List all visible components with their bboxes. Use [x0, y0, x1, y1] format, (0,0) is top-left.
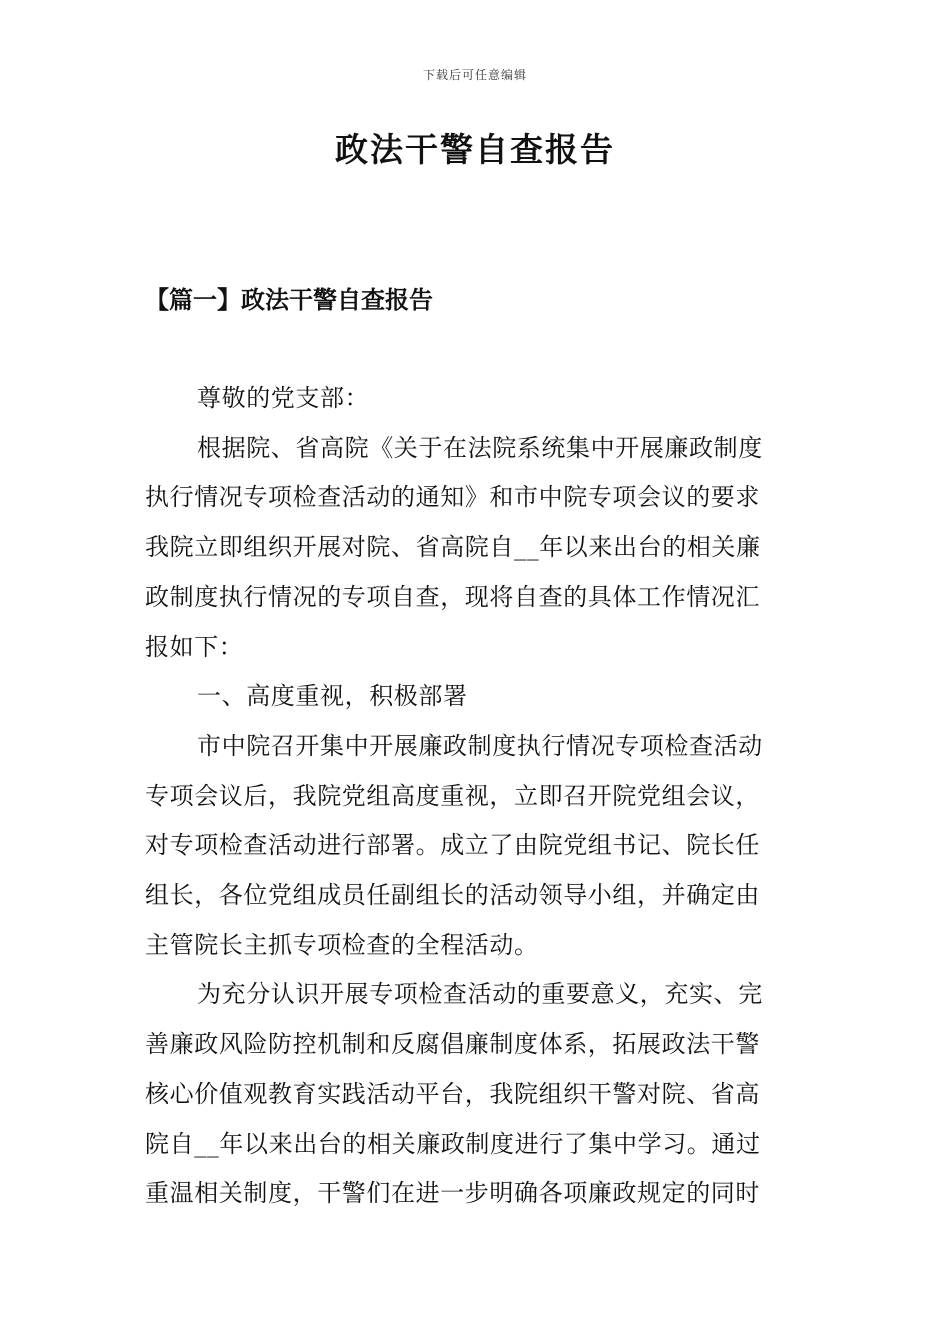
text-line: 我院立即组织开展对院、省高院自__年以来出台的相关廉: [145, 533, 761, 562]
paragraph-2-heading: [145, 672, 810, 722]
text-line: 专项会议后，我院党组高度重视，立即召开院党组会议，: [145, 781, 760, 810]
text-line: 根据院、省高院《关于在法院系统集中开展廉政制度: [197, 433, 763, 462]
section-heading: 【篇一】政法干警自查报告: [145, 285, 433, 314]
text-line: 执行情况专项检查活动的通知》和市中院专项会议的要求: [145, 483, 760, 512]
document-body: [145, 374, 810, 1219]
text-line: 组长，各位党组成员任副组长的活动领导小组，并确定由: [145, 881, 760, 910]
text-line: 为充分认识开展专项检查活动的重要意义，充实、完: [197, 980, 763, 1009]
document-title: 政法干警自查报告: [335, 130, 615, 169]
text-line: 院自__年以来出台的相关廉政制度进行了集中学习。通过: [145, 1129, 761, 1158]
salutation: [145, 374, 810, 424]
text-line: 对专项检查活动进行部署。成立了由院党组书记、院长任: [145, 831, 760, 860]
text-line: 一、高度重视，积极部署: [197, 682, 468, 711]
paragraph-4: [145, 970, 810, 1219]
text-line: 核心价值观教育实践活动平台，我院组织干警对院、省高: [145, 1079, 760, 1108]
text-line: 政制度执行情况的专项自查，现将自查的具体工作情况汇: [145, 582, 760, 611]
paragraph-3: [145, 722, 810, 971]
text-line: 市中院召开集中开展廉政制度执行情况专项检查活动: [197, 731, 763, 760]
header-note: 下载后可任意编辑: [422, 68, 527, 82]
text-line: 尊敬的党支部：: [197, 384, 370, 412]
text-line: 报如下：: [145, 632, 244, 661]
text-line: 善廉政风险防控机制和反腐倡廉制度体系，拓展政法干警: [145, 1030, 760, 1059]
text-line: 主管院长主抓专项检查的全程活动。: [145, 930, 539, 959]
paragraph-1: [145, 424, 810, 673]
text-line: 重温相关制度，干警们在进一步明确各项廉政规定的同时: [145, 1179, 760, 1208]
